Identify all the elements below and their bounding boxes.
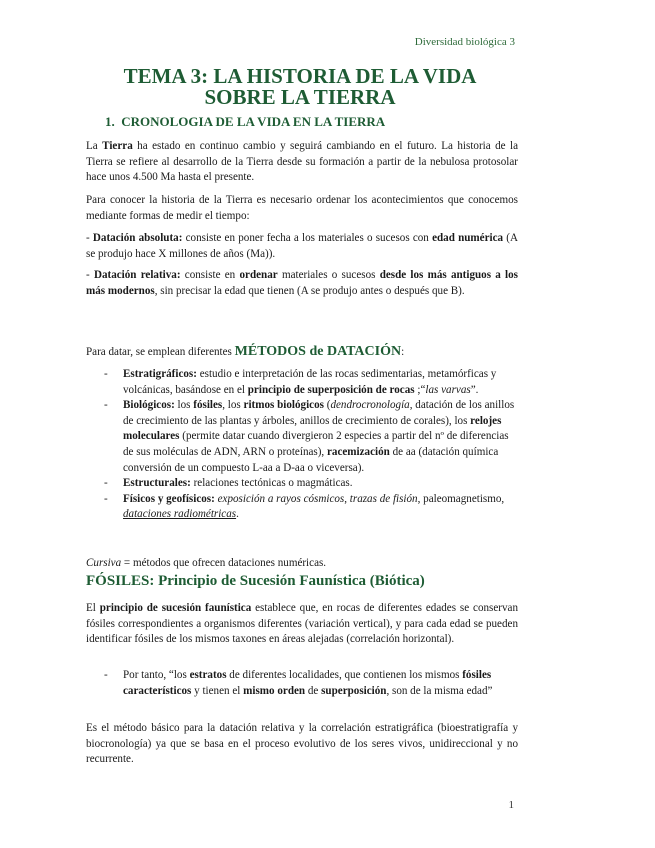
text-run: ha estado en continuo cambio y seguirá cambiando en el futuro. La historia de la Tierra se refiere al desarrollo de la Tierra desde su formación a partir de la nebulosa protosolar hace unos 4.500 Ma hasta el presente. bbox=[86, 140, 518, 184]
bold-term: ordenar bbox=[239, 269, 278, 281]
text-run: de diferentes localidades, que contienen los mismos bbox=[226, 669, 463, 681]
text-run: de bbox=[305, 684, 322, 697]
section-1-heading bbox=[105, 114, 385, 130]
section-number: 1. bbox=[105, 114, 115, 129]
text-run: - bbox=[86, 232, 93, 244]
text-run: , paleomagnetismo, bbox=[417, 492, 505, 505]
italic-underlined-term: dataciones radiométricas bbox=[123, 508, 237, 521]
quote-list bbox=[86, 668, 518, 699]
text-run: Para datar, se emplean diferentes bbox=[86, 346, 235, 358]
italic-term: exposición a rayos cósmicos bbox=[217, 492, 345, 505]
text-run: de aa (datación química conversión de un compuesto L-aa a D-aa o viceversa). bbox=[123, 445, 499, 474]
paragraph-cursiva-note bbox=[86, 556, 518, 572]
text-run: consiste en poner fecha a los materiales o sucesos con bbox=[182, 232, 433, 244]
italic-term: trazas de fisión bbox=[349, 492, 418, 505]
bold-term: Tierra bbox=[102, 140, 133, 152]
text-run: , bbox=[344, 492, 350, 505]
text-run: - bbox=[86, 269, 94, 281]
paragraph-faunal-succession bbox=[86, 601, 518, 648]
running-header: Diversidad biológica 3 bbox=[414, 36, 515, 48]
text-run: : bbox=[401, 346, 405, 358]
list-item-structural bbox=[86, 476, 518, 492]
bold-term: superposición bbox=[321, 684, 387, 697]
italic-term: dendrocronología bbox=[330, 399, 410, 412]
bold-term: estratos bbox=[189, 669, 227, 681]
text-run: relaciones tectónicas o magmáticas. bbox=[190, 477, 353, 490]
text-run: y tienen el bbox=[191, 684, 244, 697]
methods-heading: MÉTODOS de DATACIÓN bbox=[234, 344, 402, 359]
text-run: . bbox=[236, 508, 239, 521]
text-run: establece que, en rocas de diferentes edades se conservan fósiles correspondientes a organismos diferentes (variación vertical), y para cada edad se pueden identificar fósiles de los mismos taxones en áreas alejadas (correlación horizontal). bbox=[86, 602, 518, 646]
bold-term: Estructurales: bbox=[123, 477, 191, 490]
fossils-heading: FÓSILES: Principio de Sucesión Faunística (Biótica) bbox=[86, 573, 425, 589]
bold-term: relojes moleculares bbox=[123, 414, 502, 443]
italic-term: las varvas bbox=[425, 383, 471, 396]
text-run: Por tanto, “los bbox=[123, 669, 190, 681]
bold-term: Datación relativa: bbox=[93, 269, 181, 281]
text-run: , son de la misma edad” bbox=[386, 684, 493, 697]
bold-term: Estratigráficos: bbox=[123, 368, 197, 380]
text-run: = métodos que ofrecen dataciones numéricas. bbox=[121, 557, 327, 569]
paragraph-absolute-dating bbox=[86, 231, 518, 262]
list-item-quote bbox=[86, 668, 518, 699]
italic-term: Cursiva bbox=[86, 557, 122, 569]
bold-term: fósiles bbox=[193, 399, 223, 412]
section-title: CRONOLOGIA DE LA VIDA EN LA TIERRA bbox=[121, 114, 386, 129]
bold-term: racemización bbox=[326, 445, 390, 458]
text-run: La bbox=[86, 140, 103, 152]
list-item-biological bbox=[86, 398, 518, 476]
page-title bbox=[86, 66, 514, 108]
text-run: , sin precisar la edad que tienen (A se produjo antes o después que B). bbox=[154, 284, 465, 297]
text-run: , datación de los anillos de crecimiento de las plantas y árboles, anillos de crecimiento de corales), los bbox=[123, 399, 515, 427]
text-run: los bbox=[174, 399, 194, 412]
bold-term: edad numérica bbox=[432, 232, 504, 244]
text-run: consiste en bbox=[180, 269, 240, 281]
bold-term: principio de sucesión faunística bbox=[99, 602, 252, 614]
text-run: ”. bbox=[470, 383, 479, 396]
paragraph-relative-dating bbox=[86, 268, 518, 299]
bold-term: Biológicos: bbox=[123, 399, 175, 412]
bold-term: ritmos biológicos bbox=[243, 399, 324, 412]
paragraph-earth-history bbox=[86, 139, 518, 186]
list-item-stratigraphic bbox=[86, 367, 518, 398]
title-line-1: TEMA 3: LA HISTORIA DE LA VIDA bbox=[123, 64, 477, 88]
text-run: (permite datar cuando divergieron 2 especies a partir del nº de diferencias de sus moléculas de ADN, ARN o proteínas), bbox=[123, 430, 509, 458]
title-line-2: SOBRE LA TIERRA bbox=[204, 85, 396, 109]
text-run: materiales o sucesos bbox=[277, 269, 380, 281]
bold-term: mismo orden bbox=[243, 684, 306, 697]
text-run: , los bbox=[222, 399, 244, 412]
methods-list bbox=[86, 367, 518, 523]
paragraph-methods-intro bbox=[86, 344, 518, 361]
bold-term: fósiles característicos bbox=[123, 669, 492, 697]
bold-term: Datación absoluta: bbox=[92, 232, 183, 244]
bold-term: Físicos y geofísicos: bbox=[123, 492, 215, 505]
text-run: estudio e interpretación de las rocas sedimentarias, metamórficas y volcánicas, basándose en el bbox=[123, 368, 497, 396]
paragraph-time-measure: Para conocer la historia de la Tierra es necesario ordenar los acontecimientos que conocemos mediante formas de medir el tiempo: bbox=[86, 194, 518, 222]
text-run: (A se produjo hace X millones de años (Ma)). bbox=[86, 232, 518, 260]
bold-term: principio de superposición de rocas bbox=[247, 383, 415, 396]
list-item-physical bbox=[86, 492, 518, 523]
bold-term: desde los más antiguos a los más modernos bbox=[86, 269, 518, 297]
page-number: 1 bbox=[508, 799, 514, 811]
text-run: ;“ bbox=[414, 383, 426, 396]
text-run: ( bbox=[323, 399, 331, 412]
text-run: El bbox=[86, 602, 100, 614]
paragraph-basic-method: Es el método básico para la datación relativa y la correlación estratigráfica (bioestratigrafía y biocronología) ya que se basa en el proceso evolutivo de los seres vivos, unidireccional y no recurrente. bbox=[86, 722, 518, 766]
